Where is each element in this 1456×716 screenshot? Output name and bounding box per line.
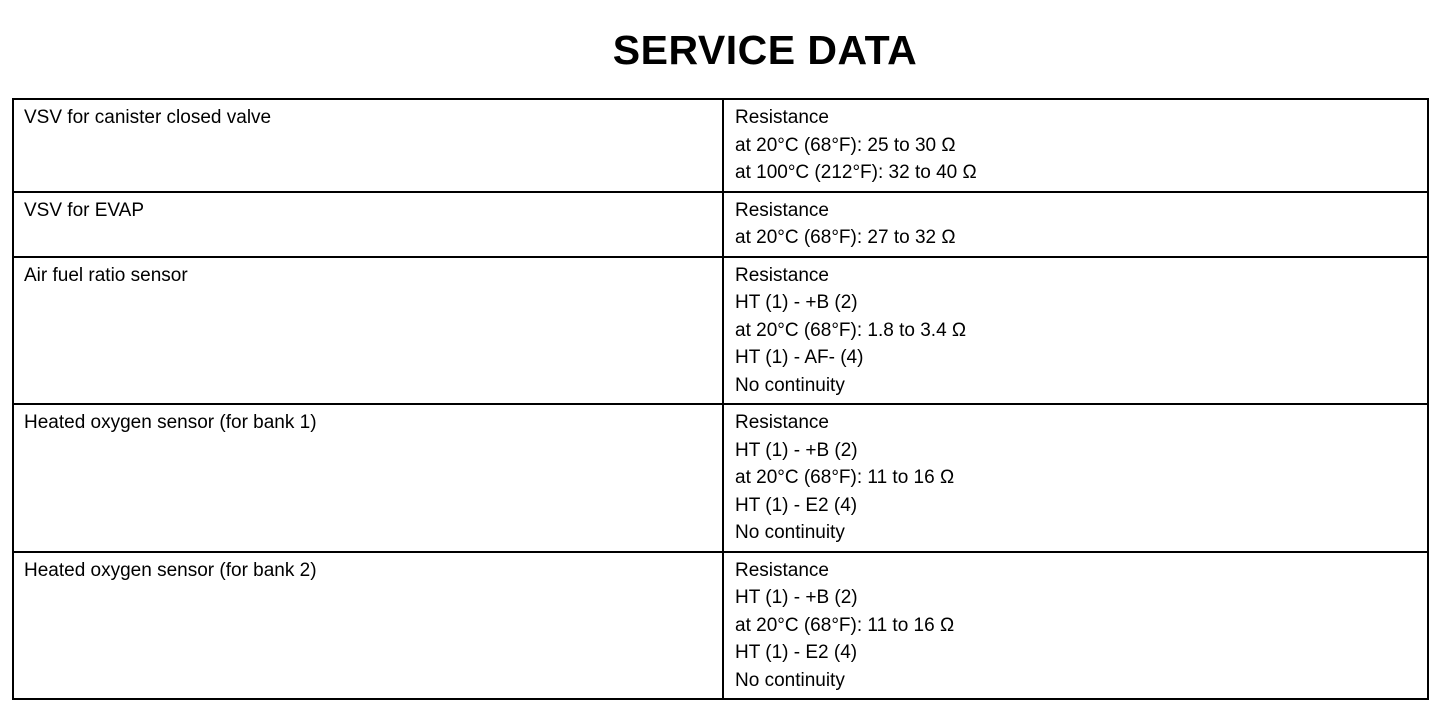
page-title: SERVICE DATA — [612, 27, 918, 73]
component-name: VSV for EVAP — [24, 199, 145, 221]
spec-line: No continuity — [735, 374, 845, 396]
component-cell — [13, 192, 723, 257]
component-name: VSV for canister closed valve — [24, 107, 272, 128]
component-cell — [13, 99, 723, 192]
table-row — [13, 404, 1428, 552]
service-data-table — [12, 98, 1429, 700]
spec-line: at 20°C (68°F): 11 to 16 Ω — [735, 467, 955, 488]
spec-cell — [723, 99, 1428, 192]
spec-line: No continuity — [735, 669, 845, 691]
spec-line: HT (1) - E2 (4) — [735, 494, 858, 516]
spec-line: Resistance — [735, 559, 829, 581]
spec-line: HT (1) - E2 (4) — [735, 642, 858, 663]
spec-line: HT (1) - AF- (4) — [735, 347, 864, 368]
spec-cell — [723, 404, 1428, 552]
spec-line: at 20°C (68°F): 25 to 30 Ω — [735, 134, 956, 156]
spec-line: at 20°C (68°F): 1.8 to 3.4 Ω — [735, 319, 967, 341]
spec-line: at 20°C (68°F): 11 to 16 Ω — [735, 614, 955, 636]
component-cell — [13, 404, 723, 552]
spec-cell — [723, 552, 1428, 700]
component-cell — [13, 552, 723, 700]
spec-line: Resistance — [735, 412, 829, 433]
component-name: Heated oxygen sensor (for bank 1) — [24, 412, 317, 433]
spec-line: at 100°C (212°F): 32 to 40 Ω — [735, 162, 977, 183]
spec-line: Resistance — [735, 107, 829, 128]
spec-line: HT (1) - +B (2) — [735, 292, 858, 313]
component-cell — [13, 257, 723, 405]
table-row — [13, 552, 1428, 700]
spec-cell — [723, 192, 1428, 257]
component-name: Air fuel ratio sensor — [24, 264, 188, 286]
spec-line: HT (1) - +B (2) — [735, 587, 858, 608]
spec-line: No continuity — [735, 522, 845, 543]
component-name: Heated oxygen sensor (for bank 2) — [24, 559, 317, 581]
table-row — [13, 99, 1428, 192]
spec-line: Resistance — [735, 264, 829, 286]
table-row — [13, 192, 1428, 257]
spec-line: at 20°C (68°F): 27 to 32 Ω — [735, 227, 956, 248]
table-row — [13, 257, 1428, 405]
spec-line: HT (1) - +B (2) — [735, 439, 858, 461]
spec-cell — [723, 257, 1428, 405]
spec-line: Resistance — [735, 199, 829, 221]
